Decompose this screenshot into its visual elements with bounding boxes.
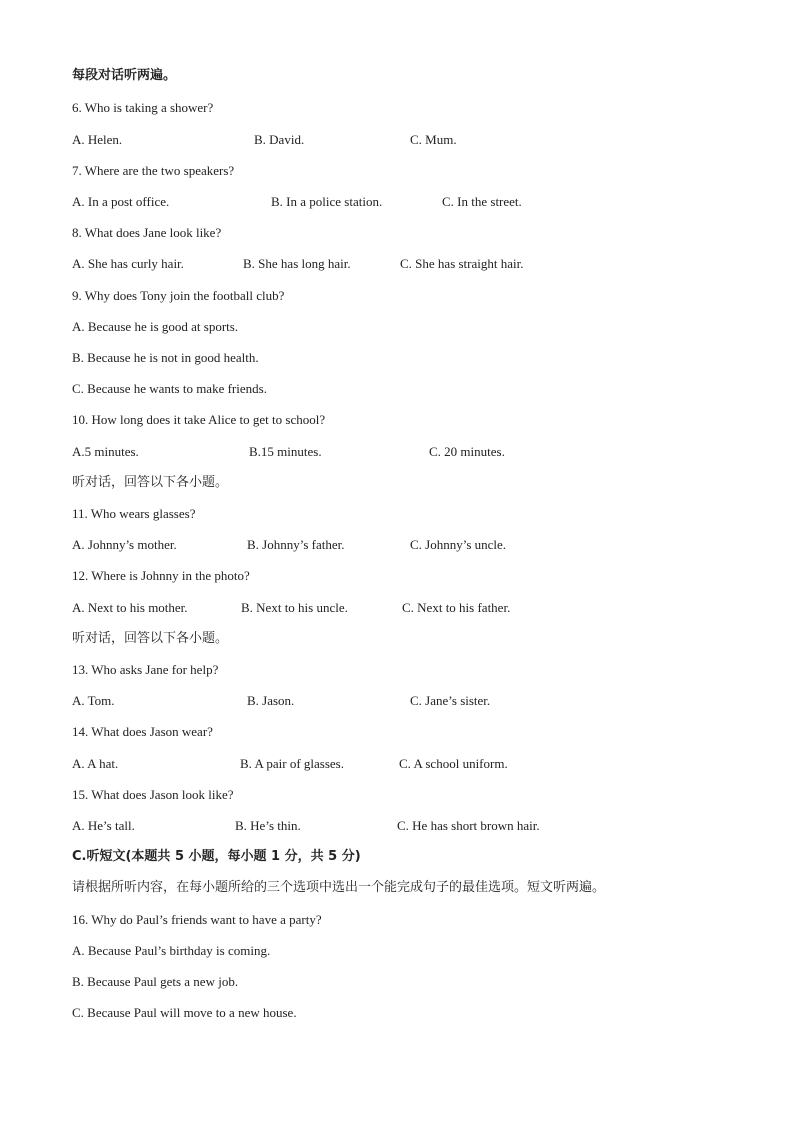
option-6a: A. Helen. — [72, 132, 123, 147]
option-11b: B. Johnny’s father. — [247, 537, 345, 552]
option-16a: A. Because Paul’s birthday is coming. — [72, 943, 271, 958]
question-8: 8. What does Jane look like? — [72, 225, 222, 240]
option-9a: A. Because he is good at sports. — [72, 319, 239, 334]
option-15a: A. He’s tall. — [72, 818, 135, 833]
question-11: 11. Who wears glasses? — [72, 506, 196, 521]
section-c-instruction: 请根据所听内容，在每小题所给的三个选项中选出一个能完成句子的最佳选项。短文听两遍。 — [72, 880, 606, 895]
option-14a: A. A hat. — [72, 756, 119, 771]
option-13b: B. Jason. — [247, 693, 295, 708]
question-13: 13. Who asks Jane for help? — [72, 662, 219, 677]
question-9: 9. Why does Tony join the football club? — [72, 288, 285, 303]
option-14c: C. A school uniform. — [399, 756, 508, 771]
option-13c: C. Jane’s sister. — [410, 693, 491, 708]
option-10c: C. 20 minutes. — [429, 444, 505, 459]
option-7b: B. In a police station. — [271, 194, 383, 209]
instruction-dialog-1: 听对话，回答以下各小题。 — [72, 475, 229, 490]
option-6c: C. Mum. — [410, 132, 457, 147]
option-8b: B. She has long hair. — [243, 256, 351, 271]
option-16c: C. Because Paul will move to a new house. — [72, 1005, 297, 1020]
option-11a: A. Johnny’s mother. — [72, 537, 177, 552]
instruction-top: 每段对话听两遍。 — [72, 68, 177, 83]
option-9b: B. Because he is not in good health. — [72, 350, 259, 365]
option-12c: C. Next to his father. — [402, 600, 511, 615]
option-10b: B.15 minutes. — [249, 444, 322, 459]
option-6b: B. David. — [254, 132, 305, 147]
option-15c: C. He has short brown hair. — [397, 818, 540, 833]
option-14b: B. A pair of glasses. — [240, 756, 344, 771]
option-15b: B. He’s thin. — [235, 818, 301, 833]
option-7a: A. In a post office. — [72, 194, 170, 209]
option-13a: A. Tom. — [72, 693, 115, 708]
question-7: 7. Where are the two speakers? — [72, 163, 235, 178]
question-12: 12. Where is Johnny in the photo? — [72, 568, 250, 583]
option-12a: A. Next to his mother. — [72, 600, 188, 615]
option-7c: C. In the street. — [442, 194, 522, 209]
option-12b: B. Next to his uncle. — [241, 600, 348, 615]
option-11c: C. Johnny’s uncle. — [410, 537, 507, 552]
question-6: 6. Who is taking a shower? — [72, 100, 214, 115]
question-16: 16. Why do Paul’s friends want to have a party? — [72, 912, 322, 927]
option-8c: C. She has straight hair. — [400, 256, 524, 271]
question-10: 10. How long does it take Alice to get to school? — [72, 412, 326, 427]
option-8a: A. She has curly hair. — [72, 256, 184, 271]
question-15: 15. What does Jason look like? — [72, 787, 234, 802]
question-14: 14. What does Jason wear? — [72, 724, 213, 739]
option-16b: B. Because Paul gets a new job. — [72, 974, 239, 989]
section-c-title: C.听短文(本题共 5 小题，每小题 1 分，共 5 分) — [72, 849, 361, 864]
option-10a: A.5 minutes. — [72, 444, 139, 459]
option-9c: C. Because he wants to make friends. — [72, 381, 267, 396]
instruction-dialog-2: 听对话，回答以下各小题。 — [72, 631, 229, 646]
